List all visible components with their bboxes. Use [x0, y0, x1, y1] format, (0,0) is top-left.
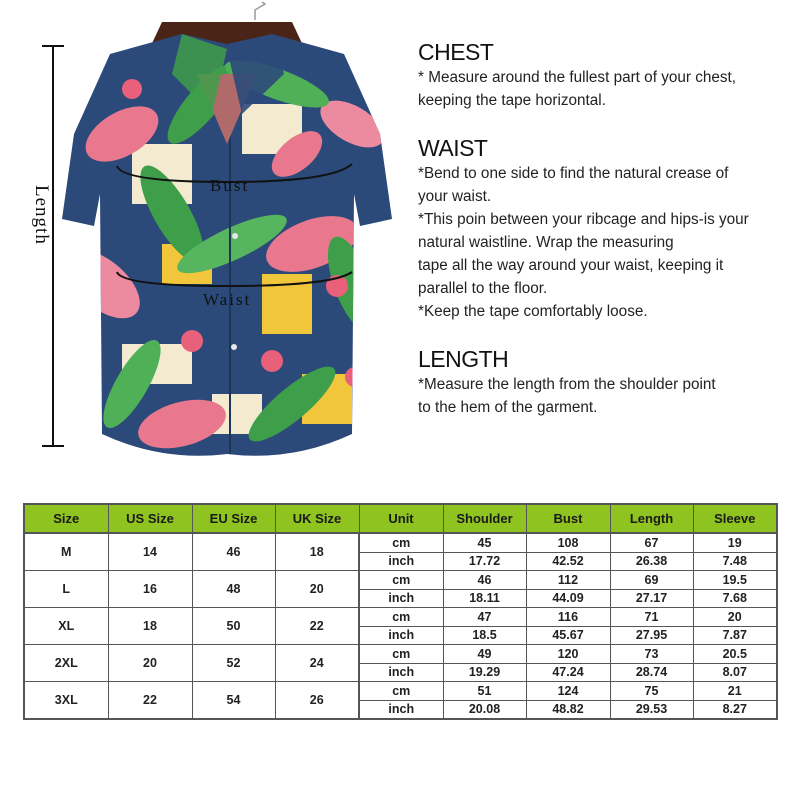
waist-text-line: your waist. [418, 188, 492, 205]
us-size-cell: 18 [108, 608, 192, 645]
header-uk-size: UK Size [275, 504, 359, 533]
size-cell: 3XL [24, 682, 108, 720]
header-length: Length [610, 504, 693, 533]
bust-cell: 47.24 [526, 663, 610, 682]
header-unit: Unit [359, 504, 443, 533]
bust-cell: 124 [526, 682, 610, 701]
uk-size-cell: 20 [275, 571, 359, 608]
size-cell: L [24, 571, 108, 608]
shoulder-cell: 18.11 [443, 589, 526, 608]
chest-section [418, 38, 788, 112]
hawaiian-shirt-image [62, 14, 392, 464]
bust-cell: 42.52 [526, 552, 610, 571]
sleeve-cell: 8.27 [693, 700, 777, 719]
table-row-m-cm [24, 533, 777, 552]
bust-cell: 116 [526, 608, 610, 627]
header-us-size: US Size [108, 504, 192, 533]
bust-cell: 108 [526, 533, 610, 552]
length-section [418, 345, 788, 419]
uk-size-cell: 18 [275, 533, 359, 571]
shoulder-cell: 20.08 [443, 700, 526, 719]
eu-size-cell: 52 [192, 645, 275, 682]
waist-label: Waist [203, 290, 252, 309]
table-header-row [24, 504, 777, 533]
header-bust: Bust [526, 504, 610, 533]
table-row-l-cm [24, 571, 777, 590]
shoulder-cell: 18.5 [443, 626, 526, 645]
header-sleeve: Sleeve [693, 504, 777, 533]
shoulder-cell: 51 [443, 682, 526, 701]
unit-cell: inch [359, 700, 443, 719]
unit-cell: inch [359, 552, 443, 571]
length-cell: 69 [610, 571, 693, 590]
chest-text-line: * Measure around the fullest part of your chest, [418, 69, 737, 86]
sleeve-cell: 7.87 [693, 626, 777, 645]
length-cell: 73 [610, 645, 693, 664]
us-size-cell: 20 [108, 645, 192, 682]
bust-label: Bust [210, 176, 250, 195]
waist-text-line: *This poin between your ribcage and hips-is your [418, 211, 749, 228]
length-cell: 27.95 [610, 626, 693, 645]
header-eu-size: EU Size [192, 504, 275, 533]
shoulder-cell: 47 [443, 608, 526, 627]
shirt-measurement-figure [0, 0, 400, 470]
eu-size-cell: 48 [192, 571, 275, 608]
table-row-3xl-cm [24, 682, 777, 701]
size-cell: XL [24, 608, 108, 645]
length-cell: 29.53 [610, 700, 693, 719]
size-cell: 2XL [24, 645, 108, 682]
sleeve-cell: 7.48 [693, 552, 777, 571]
length-measure-bar [52, 45, 54, 447]
bust-cell: 44.09 [526, 589, 610, 608]
waist-text-line: tape all the way around your waist, keeping it [418, 257, 724, 274]
length-cell: 27.17 [610, 589, 693, 608]
bust-cell: 120 [526, 645, 610, 664]
waist-text-line: *Keep the tape comfortably loose. [418, 303, 648, 320]
length-cell: 75 [610, 682, 693, 701]
sleeve-cell: 20.5 [693, 645, 777, 664]
length-cell: 26.38 [610, 552, 693, 571]
length-text-line: to the hem of the garment. [418, 399, 598, 416]
unit-cell: inch [359, 589, 443, 608]
sleeve-cell: 19.5 [693, 571, 777, 590]
uk-size-cell: 24 [275, 645, 359, 682]
sleeve-cell: 21 [693, 682, 777, 701]
unit-cell: cm [359, 533, 443, 552]
unit-cell: inch [359, 626, 443, 645]
length-measure-bottom-cap [42, 445, 64, 447]
waist-text-line: parallel to the floor. [418, 280, 548, 297]
sleeve-cell: 20 [693, 608, 777, 627]
waist-title: WAIST [418, 135, 488, 161]
length-text-line: *Measure the length from the shoulder point [418, 376, 716, 393]
size-chart-table [23, 503, 778, 720]
sleeve-cell: 19 [693, 533, 777, 552]
header-size: Size [24, 504, 108, 533]
length-measure-top-cap [42, 45, 64, 47]
length-title: LENGTH [418, 346, 509, 372]
sleeve-cell: 8.07 [693, 663, 777, 682]
measurement-guide [418, 38, 788, 441]
chest-text-line: keeping the tape horizontal. [418, 92, 606, 109]
length-cell: 67 [610, 533, 693, 552]
size-cell: M [24, 533, 108, 571]
shoulder-cell: 19.29 [443, 663, 526, 682]
unit-cell: cm [359, 608, 443, 627]
chest-title: CHEST [418, 39, 494, 65]
unit-cell: cm [359, 571, 443, 590]
table-row-xl-cm [24, 608, 777, 627]
eu-size-cell: 46 [192, 533, 275, 571]
bust-cell: 112 [526, 571, 610, 590]
unit-cell: cm [359, 682, 443, 701]
shoulder-cell: 17.72 [443, 552, 526, 571]
length-cell: 28.74 [610, 663, 693, 682]
length-label: Length [31, 185, 52, 245]
length-cell: 71 [610, 608, 693, 627]
waist-section [418, 134, 788, 323]
header-shoulder: Shoulder [443, 504, 526, 533]
unit-cell: inch [359, 663, 443, 682]
us-size-cell: 14 [108, 533, 192, 571]
shoulder-cell: 49 [443, 645, 526, 664]
eu-size-cell: 54 [192, 682, 275, 720]
bust-cell: 45.67 [526, 626, 610, 645]
eu-size-cell: 50 [192, 608, 275, 645]
table-row-2xl-cm [24, 645, 777, 664]
shoulder-cell: 45 [443, 533, 526, 552]
bust-cell: 48.82 [526, 700, 610, 719]
waist-text-line: natural waistline. Wrap the measuring [418, 234, 674, 251]
uk-size-cell: 26 [275, 682, 359, 720]
us-size-cell: 16 [108, 571, 192, 608]
sleeve-cell: 7.68 [693, 589, 777, 608]
waist-text-line: *Bend to one side to find the natural crease of [418, 165, 729, 182]
unit-cell: cm [359, 645, 443, 664]
us-size-cell: 22 [108, 682, 192, 720]
uk-size-cell: 22 [275, 608, 359, 645]
shoulder-cell: 46 [443, 571, 526, 590]
